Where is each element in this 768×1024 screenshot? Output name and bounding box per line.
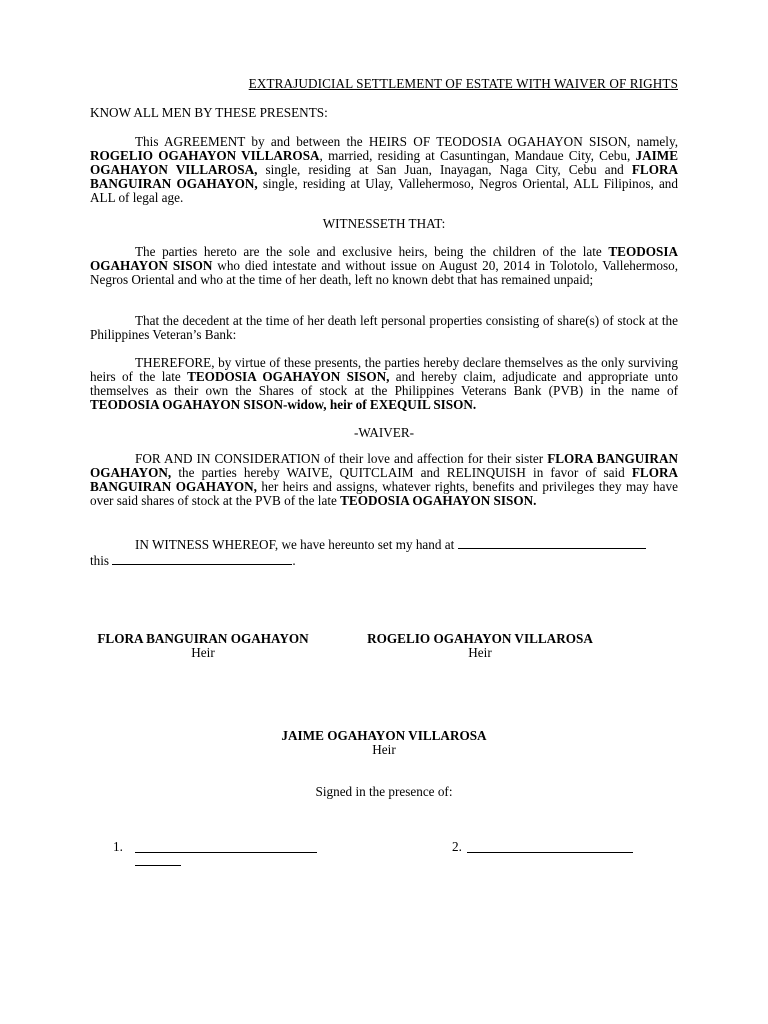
- witness-paragraph: IN WITNESS WHEREOF, we have hereunto set my hand at this .: [90, 536, 678, 568]
- decedent-name: TEODOSIA OGAHAYON SISON: [90, 244, 678, 273]
- waiver-text-a: FOR AND IN CONSIDERATION of their love and affection for their sister: [135, 451, 548, 466]
- properties-paragraph: [90, 314, 678, 342]
- heir1-name: ROGELIO OGAHAYON VILLAROSA: [90, 148, 320, 163]
- waiver-heading: -WAIVER-: [353, 425, 415, 440]
- heirs-paragraph: [90, 245, 678, 287]
- witness-1-signature-line[interactable]: [135, 840, 317, 853]
- waiver-name3: TEODOSIA OGAHAYON SISON.: [340, 493, 537, 508]
- heirs-text-b: who died intestate and without issue on August 20, 2014 in Tolotolo, Vallehermoso, Negros Oriental and who at the time of her death, left no known debt that has remained unpaid;: [90, 258, 679, 287]
- presence-line: Signed in the presence of:: [315, 784, 453, 799]
- therefore-name2: TEODOSIA OGAHAYON SISON-widow, heir of EXEQUIL SISON.: [90, 397, 477, 412]
- signatory-jaime: [270, 729, 498, 757]
- agreement-paragraph: [90, 135, 678, 205]
- opening-line: KNOW ALL MEN BY THESE PRESENTS:: [90, 105, 328, 120]
- witness-2-signature-line[interactable]: [467, 840, 633, 853]
- waiver-text-c: her heirs and assigns, whatever rights, benefits and privileges they may have over said shares of stock at the PVB of the late: [90, 479, 678, 508]
- witness-2-number: 2.: [452, 839, 462, 854]
- place-blank[interactable]: [458, 536, 646, 549]
- waiver-name2: FLORA BANGUIRAN OGAHAYON,: [90, 465, 678, 494]
- therefore-text-b: and hereby claim, adjudicate and appropriate unto themselves as their own the Shares of stock at the Philippines Veterans Bank (PVB) in the name of: [90, 369, 679, 398]
- signatory-name: ROGELIO OGAHAYON VILLAROSA: [367, 631, 593, 646]
- properties-text: That the decedent at the time of her death left personal properties consisting of share(s) of stock at the Philippines Veteran’s Bank:: [90, 313, 678, 342]
- signatory-role: Heir: [468, 645, 492, 660]
- witness-text-a: IN WITNESS WHEREOF, we have hereunto set my hand at: [135, 537, 455, 552]
- signatory-rogelio: [360, 632, 600, 660]
- heir2-desc: single, residing at San Juan, Inayagan, Naga City, Cebu and: [257, 162, 624, 177]
- signatory-flora: [90, 632, 316, 660]
- date-blank[interactable]: [112, 552, 292, 565]
- witness-text-b: this: [90, 553, 110, 568]
- document-title: EXTRAJUDICIAL SETTLEMENT OF ESTATE WITH WAIVER OF RIGHTS: [248, 76, 678, 91]
- heir3-name: FLORA BANGUIRAN OGAHAYON,: [90, 162, 678, 191]
- therefore-text-a: THEREFORE, by virtue of these presents, the parties hereby declare themselves as the only surviving heirs of the late: [90, 355, 678, 384]
- waiver-paragraph: [90, 452, 678, 508]
- therefore-name: TEODOSIA OGAHAYON SISON,: [187, 369, 390, 384]
- heir3-desc: single, residing at Ulay, Vallehermoso, Negros Oriental, ALL Filipinos, and ALL of legal age.: [90, 176, 678, 205]
- witnesseth-heading: WITNESSETH THAT:: [322, 216, 446, 231]
- signatory-name: JAIME OGAHAYON VILLAROSA: [281, 728, 487, 743]
- signatory-role: Heir: [372, 742, 396, 757]
- waiver-text-b: the parties hereby WAIVE, QUITCLAIM and RELINQUISH in favor of said: [171, 465, 632, 480]
- agreement-intro: This AGREEMENT by and between the HEIRS OF TEODOSIA OGAHAYON SISON, namely,: [135, 134, 678, 149]
- waiver-name: FLORA BANGUIRAN OGAHAYON,: [90, 451, 678, 480]
- witness-1-signature-line-continued: [135, 853, 181, 866]
- heir1-desc: , married, residing at Casuntingan, Mandaue City, Cebu,: [319, 148, 631, 163]
- heirs-text-a: The parties hereto are the sole and exclusive heirs, being the children of the late: [135, 244, 609, 259]
- therefore-paragraph: [90, 356, 678, 412]
- signatory-role: Heir: [191, 645, 215, 660]
- heir2-name: JAIME OGAHAYON VILLAROSA,: [90, 148, 679, 177]
- witness-1-number: 1.: [113, 839, 123, 854]
- signatory-name: FLORA BANGUIRAN OGAHAYON: [97, 631, 309, 646]
